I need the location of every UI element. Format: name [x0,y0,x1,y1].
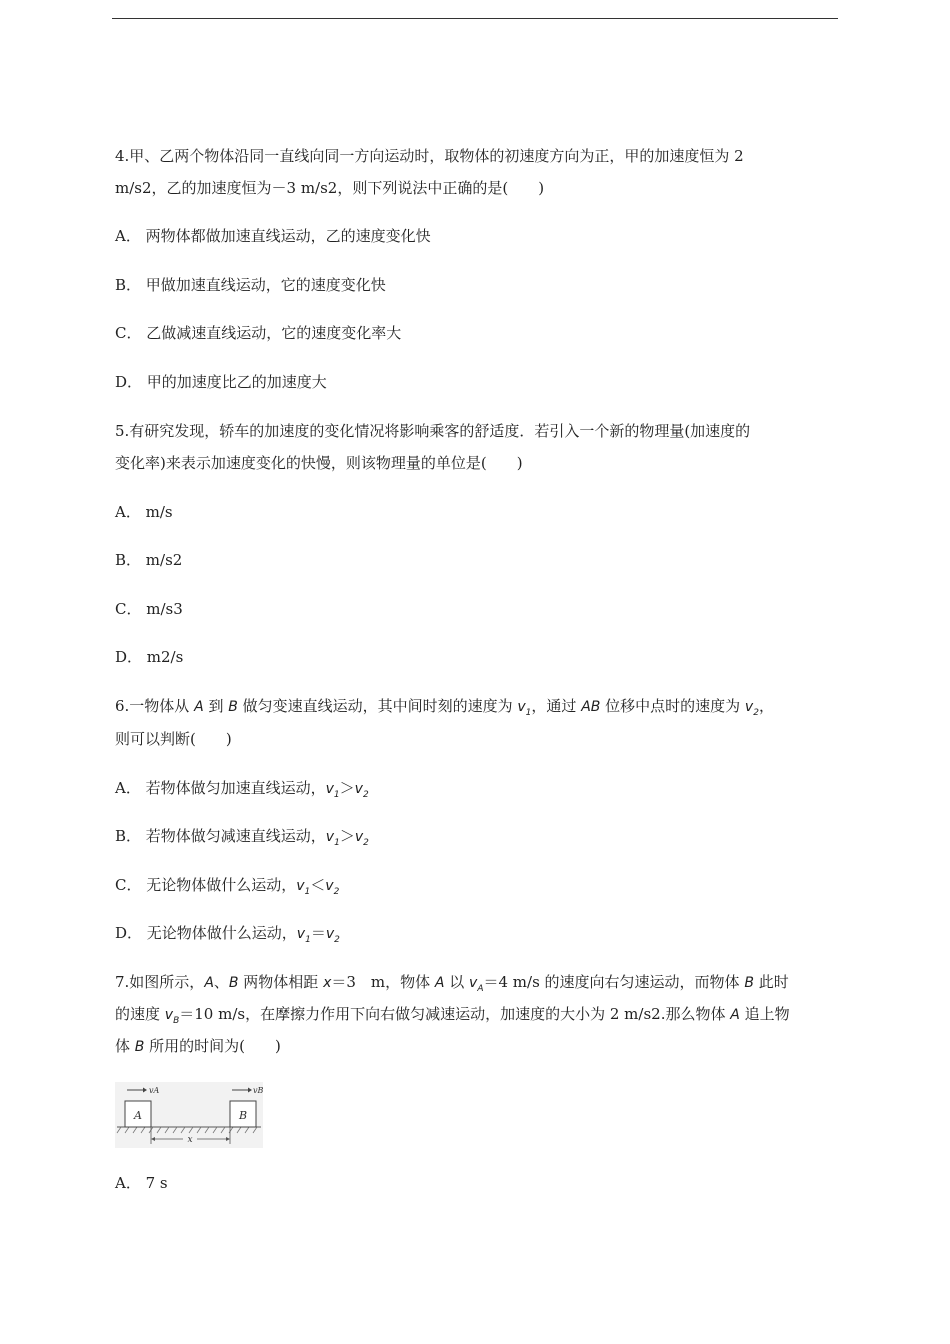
q6-stem-line1: 6.一物体从 A 到 B 做匀变速直线运动，其中间时刻的速度为 $v_1$，通过 AB 位移中点时的速度为 $v_2$， [115,697,774,718]
q5-option-c: C． m/s3 [115,600,183,618]
q6-option-a: A． 若物体做匀加速直线运动，$v_1>v_2$ [115,779,369,800]
q5-option-a: A． m/s [115,503,173,521]
block-a-label: A [134,1109,142,1122]
q7-stem-line2: 的速度 $v_B=10$ m/s，在摩擦力作用下向右做匀减速运动，加速度的大小为 2 m/s2.那么物体 A 追上物 [115,1005,790,1026]
q7-stem-line1: 7.如图所示，A、B 两物体相距 x＝3 m，物体 A 以 $v_A=4$ m/s 的速度向右匀速运动，而物体 B 此时 [115,973,789,994]
q5-option-b: B． m/s2 [115,551,183,569]
q4-option-b: B． 甲做加速直线运动，它的速度变化快 [115,276,386,294]
q7-option-a: A． 7 s [115,1174,168,1192]
q7-stem-line3: 体 B 所用的时间为( ) [115,1037,281,1055]
q6-stem-line2: 则可以判断( ) [115,730,232,748]
q6-option-d: D． 无论物体做什么运动，$v_1=v_2$ [115,924,340,945]
velocity-label-b: vB [253,1086,263,1095]
q5-option-d: D． m2/s [115,648,184,666]
q4-option-a: A． 两物体都做加速直线运动，乙的速度变化快 [115,227,431,245]
q4-option-d: D． 甲的加速度比乙的加速度大 [115,373,327,391]
q4-stem-line2: m/s2，乙的加速度恒为－3 m/s2，则下列说法中正确的是( ) [115,179,545,197]
q5-stem-line1: 5.有研究发现，轿车的加速度的变化情况将影响乘客的舒适度．若引入一个新的物理量(加速度的 [115,422,751,440]
distance-label: x [187,1135,193,1145]
block-b-label: B [238,1109,248,1122]
q5-stem-line2: 变化率)来表示加速度变化的快慢，则该物理量的单位是( ) [115,454,523,472]
q4-option-c: C． 乙做减速直线运动，它的速度变化率大 [115,324,402,342]
q7-figure [115,1082,263,1148]
q6-option-c: C． 无论物体做什么运动，$v_1<v_2$ [115,876,340,897]
q6-option-b: B． 若物体做匀减速直线运动，$v_1>v_2$ [115,827,369,848]
q4-stem-line1: 4.甲、乙两个物体沿同一直线向同一方向运动时，取物体的初速度方向为正，甲的加速度恒为 2 [115,147,744,165]
velocity-label-a: vA [149,1086,160,1095]
header-rule [112,18,838,19]
